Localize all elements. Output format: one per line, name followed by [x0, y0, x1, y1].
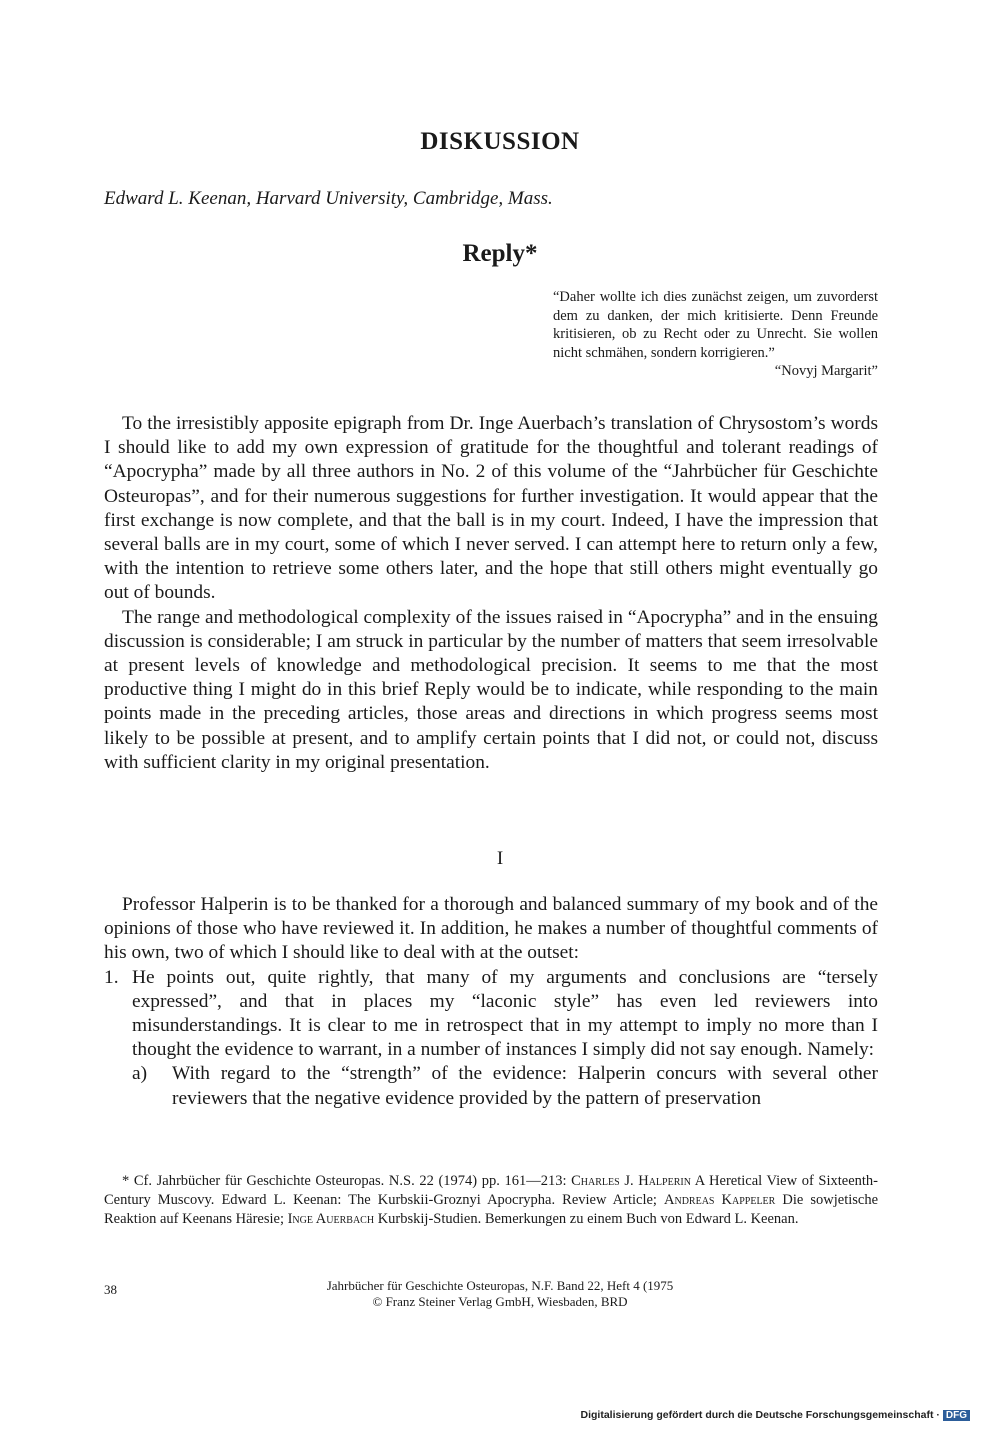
author-byline: Edward L. Keenan, Harvard University, Cambridge, Mass.	[104, 188, 553, 209]
epigraph-source: “Novyj Margarit”	[774, 363, 878, 379]
dfg-logo: DFG	[943, 1410, 970, 1421]
sub-item	[132, 1062, 878, 1110]
paragraph: To the irresistibly apposite epigraph from Dr. Inge Auerbach’s translation of Chrysostom’s words I should like to add my own expression of gratitude for the thoughtful and tolerant readings of “Apocrypha” made by all three authors in No. 2 of this volume of the “Jahrbücher für Geschichte Osteuropas”, and for their numerous suggestions for further investigation. It would appear that the first exchange is now complete, and that the ball is in my court. Indeed, I have the impression that several balls are in my court, some of which I never served. I can attempt here to return only a few, with the intention to retrieve some others later, and the hope that still others might eventually go out of bounds.	[104, 413, 878, 604]
section-1-body	[104, 893, 878, 1111]
footnote-author: Charles J. Halperin	[571, 1173, 691, 1189]
page-number: 38	[104, 1282, 117, 1297]
footnote-work: Die sowjetische Reaktion auf Keenans Häresie;	[104, 1192, 879, 1227]
digitization-credit	[581, 1409, 971, 1421]
epigraph	[553, 288, 878, 381]
journal-info	[250, 1278, 750, 1310]
footnote-author: Inge Auerbach	[287, 1211, 375, 1227]
footnote	[104, 1172, 878, 1229]
numbered-list	[104, 966, 878, 1111]
article-title: Reply*	[462, 240, 538, 267]
paragraph: Professor Halperin is to be thanked for a thorough and balanced summary of my book and of the opinions of those who have reviewed it. In addition, he makes a number of thoughtful comments of his own, two of which I should like to deal with at the outset:	[104, 894, 878, 964]
digitization-text: Digitalisierung gefördert durch die Deutsche Forschungsgemeinschaft ·	[580, 1409, 940, 1421]
section-numeral: I	[496, 848, 504, 869]
list-item	[104, 966, 878, 1111]
list-item-number: 1.	[104, 966, 119, 988]
footnote-lead: * Cf. Jahrbücher für Geschichte Osteuropas. N.S. 22 (1974) pp. 161—213:	[122, 1173, 567, 1189]
footnote-work: A Heretical View of Sixteenth-Century Muscovy. Edward L. Keenan: The Kurbskii-Groznyi Apocrypha. Review Article;	[104, 1173, 878, 1208]
epigraph-text: “Daher wollte ich dies zunächst zeigen, um zuvorderst dem zu danken, der mich kritisierte. Denn Freunde kritisieren, ob zu Recht oder zu Unrecht. Sie wollen nicht schmähen, sondern korrigieren.”	[553, 289, 878, 361]
footnote-author: Andreas Kappeler	[664, 1192, 776, 1208]
journal-citation: Jahrbücher für Geschichte Osteuropas, N.F. Band 22, Heft 4 (1975	[326, 1278, 674, 1293]
section-title: DISKUSSION	[420, 128, 580, 155]
sub-item-label: a)	[132, 1063, 148, 1085]
sub-item-text: With regard to the “strength” of the evidence: Halperin concurs with several other reviewers that the negative evidence provided by the pattern of preservation	[172, 1063, 878, 1109]
publisher-copyright: © Franz Steiner Verlag GmbH, Wiesbaden, BRD	[372, 1294, 628, 1309]
paragraph: The range and methodological complexity of the issues raised in “Apocrypha” and in the ensuing discussion is considerable; I am struck in particular by the number of matters that seem irresolvable at present levels of knowledge and methodological precision. It seems to me that the most productive thing I might do in this brief Reply would be to indicate, while responding to the main points made in the preceding articles, those areas and directions in which progress seems most likely to be possible at present, and to amplify certain points that I did not, or could not, discuss with sufficient clarity in my original presentation.	[104, 606, 878, 773]
footnote-work: Kurbskij-Studien. Bemerkungen zu einem Buch von Edward L. Keenan.	[377, 1211, 799, 1227]
intro-body	[104, 412, 878, 775]
list-item-text: He points out, quite rightly, that many of my arguments and conclusions are “tersely expressed”, and that in places my “laconic style” has even led reviewers into misunderstandings. It is clear to me in retrospect that in my attempt to imply no more than I thought the evidence to warrant, in a number of instances I simply did not say enough. Namely:	[132, 966, 878, 1061]
